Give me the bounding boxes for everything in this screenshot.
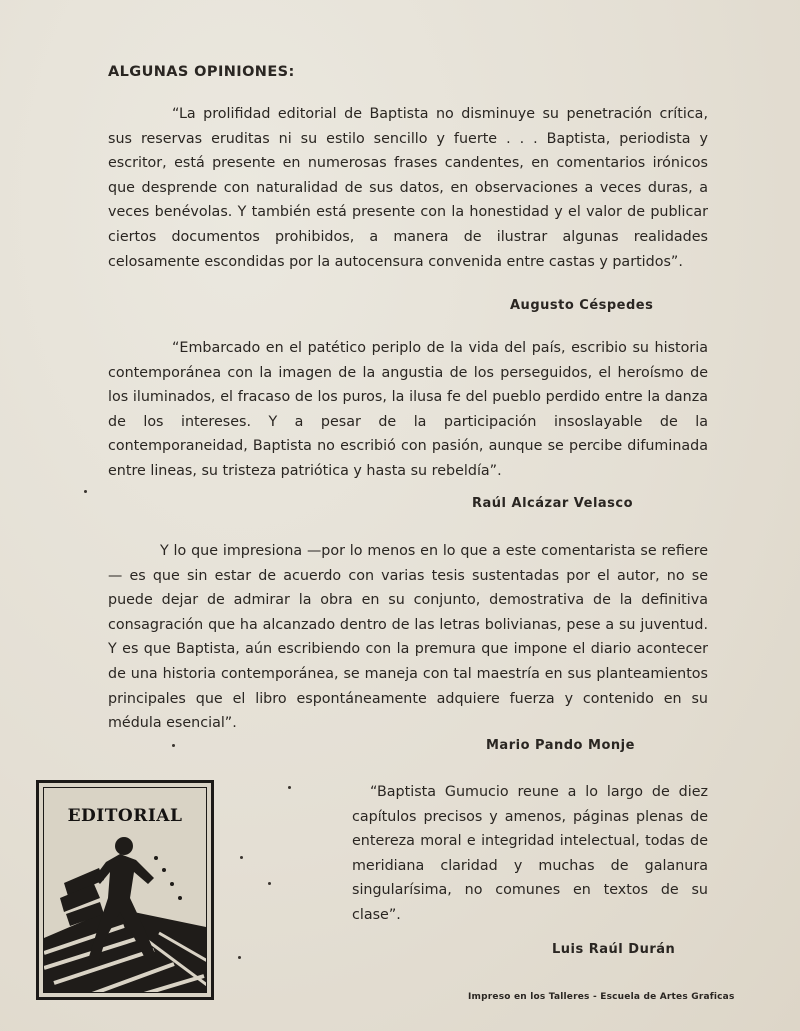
paper-speck [238,956,241,959]
publisher-logo [36,780,214,1000]
opinion-1-author: Augusto Céspedes [510,298,654,313]
opinion-2-text: “Embarcado en el patético periplo de la vida del país, escribio su historia contemporánea con la imagen de la angustia de los perseguidos, el heroísmo de los iluminados, el fracaso de los puros, la ilusa fe del pueblo perdido entre la danza de los intereses. Y a pesar de la participación insoslayable de la contemporaneidad, Baptista no escribió con pasión, aunque se percibe difuminada entre lineas, su tristeza patriótica y hasta su rebeldía”. [108,340,708,479]
opinion-3-text: Y lo que impresiona —por lo menos en lo que a este comentarista se refiere— es que sin estar de acuerdo con varias tesis sustentadas por el autor, no se puede dejar de admirar la obra en su conjunto, demostrativa de la definitiva consagración que ha alcanzado dentro de las letras bolivianas, pese a su juventud. Y es que Baptista, aún escribiendo con la premura que impone el diario acontecer de una historia contemporánea, se maneja con tal maestría en sus planteamientos principales que el libro espontáneamente adquiere fuerza y contenido en su médula esencial”. [108,543,708,732]
paper-speck [268,882,271,885]
opinion-3-author: Mario Pando Monje [486,738,635,753]
opinion-4-text: “Baptista Gumucio reune a lo largo de diez capítulos precisos y amenos, páginas plenas de entereza moral e integridad intelectual, todas de meridiana claridad y muchas de galanura singularísima, no comunes en textos de su clase”. [352,784,708,923]
paper-speck [84,490,87,493]
opinion-1-text: “La prolifidad editorial de Baptista no disminuye su penetración crítica, sus reservas eruditas ni su estilo sencillo y fuerte . . . Baptista, periodista y escritor, está presente en numerosas frases candentes, en comentarios irónicos que desprende con naturalidad de sus datos, en observaciones a veces duras, a veces benévolas. Y también está presente con la honestidad y el valor de publicar ciertos documentos prohibidos, a manera de ilustrar algunas realidades celosamente escondidas por la autocensura convenida entre castas y partidos”. [108,106,708,270]
section-heading: ALGUNAS OPINIONES: [108,64,295,80]
logo-frame [43,787,207,993]
opinion-4-author: Luis Raúl Durán [552,942,676,957]
paper-speck [240,856,243,859]
printer-footer: Impreso en los Talleres - Escuela de Artes Graficas [468,992,735,1002]
paper-speck [172,744,175,747]
opinion-2-author: Raúl Alcázar Velasco [472,496,634,511]
paper-speck [288,786,291,789]
logo-text: EDITORIAL [67,806,183,826]
